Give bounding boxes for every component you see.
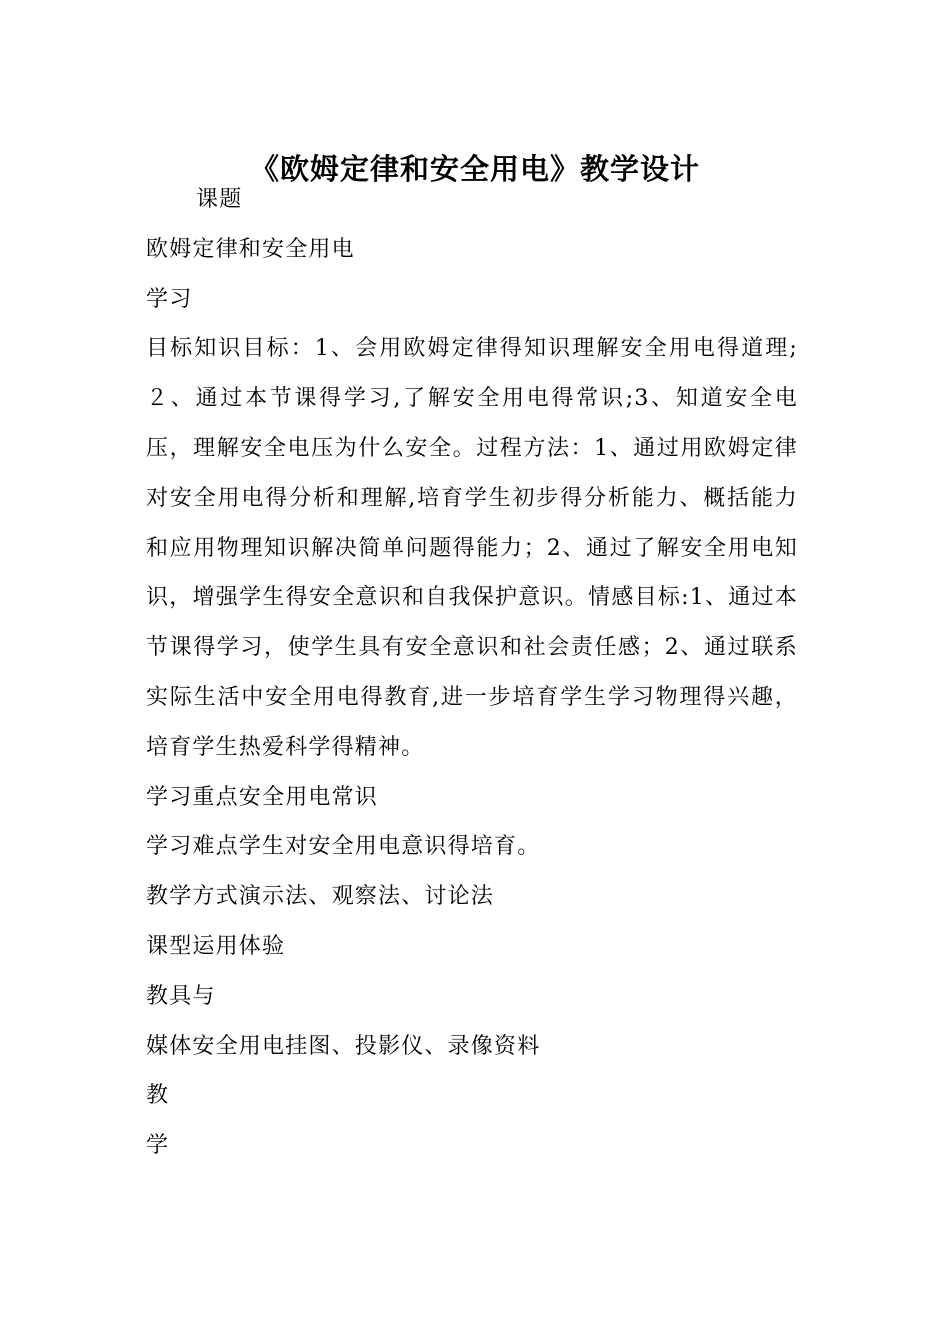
paragraph-topic-label: 课题 [196,187,243,212]
paragraph-objectives: 目标知识目标：1、会用欧姆定律得知识理解安全用电得道理;２、通过本节课得学习,了解安全用电得常识;3、知道安全电压，理解安全电压为什么安全。过程方法：1、通过用欧姆定律对安全用电得分析和理解,培育学生初步得分析能力、概括能力和应用物理知识解决简单问题得能力；2、通过了解安全用电知识，增强学生得安全意识和自我保护意识。情感目标:1、通过本节课得学习，使学生具有安全意识和社会责任感；2、通过联系实际生活中安全用电得教育,进一步培育学生学习物理得兴趣，培育学生热爱科学得精神。 [146,336,798,760]
paragraph-media: 媒体安全用电挂图、投影仪、录像资料 [146,1033,541,1059]
paragraph-teaching-char: 教 [146,1083,170,1109]
document-title: 《欧姆定律和安全用电》教学设计 [249,152,700,187]
paragraph-teaching-methods: 教学方式演示法、观察法、讨论法 [146,884,495,910]
document-body [146,175,798,1171]
paragraph-lesson-type: 课型运用体验 [146,933,286,959]
paragraph-learning-label: 学习 [146,286,193,312]
paragraph-difficulties: 学习难点学生对安全用电意识得培育。 [146,834,541,860]
paragraph-key-points: 学习重点安全用电常识 [146,784,379,810]
paragraph-learning-char: 学 [146,1133,170,1159]
paragraph-aids-label: 教具与 [146,983,216,1009]
paragraph-topic: 欧姆定律和安全用电 [146,236,355,262]
